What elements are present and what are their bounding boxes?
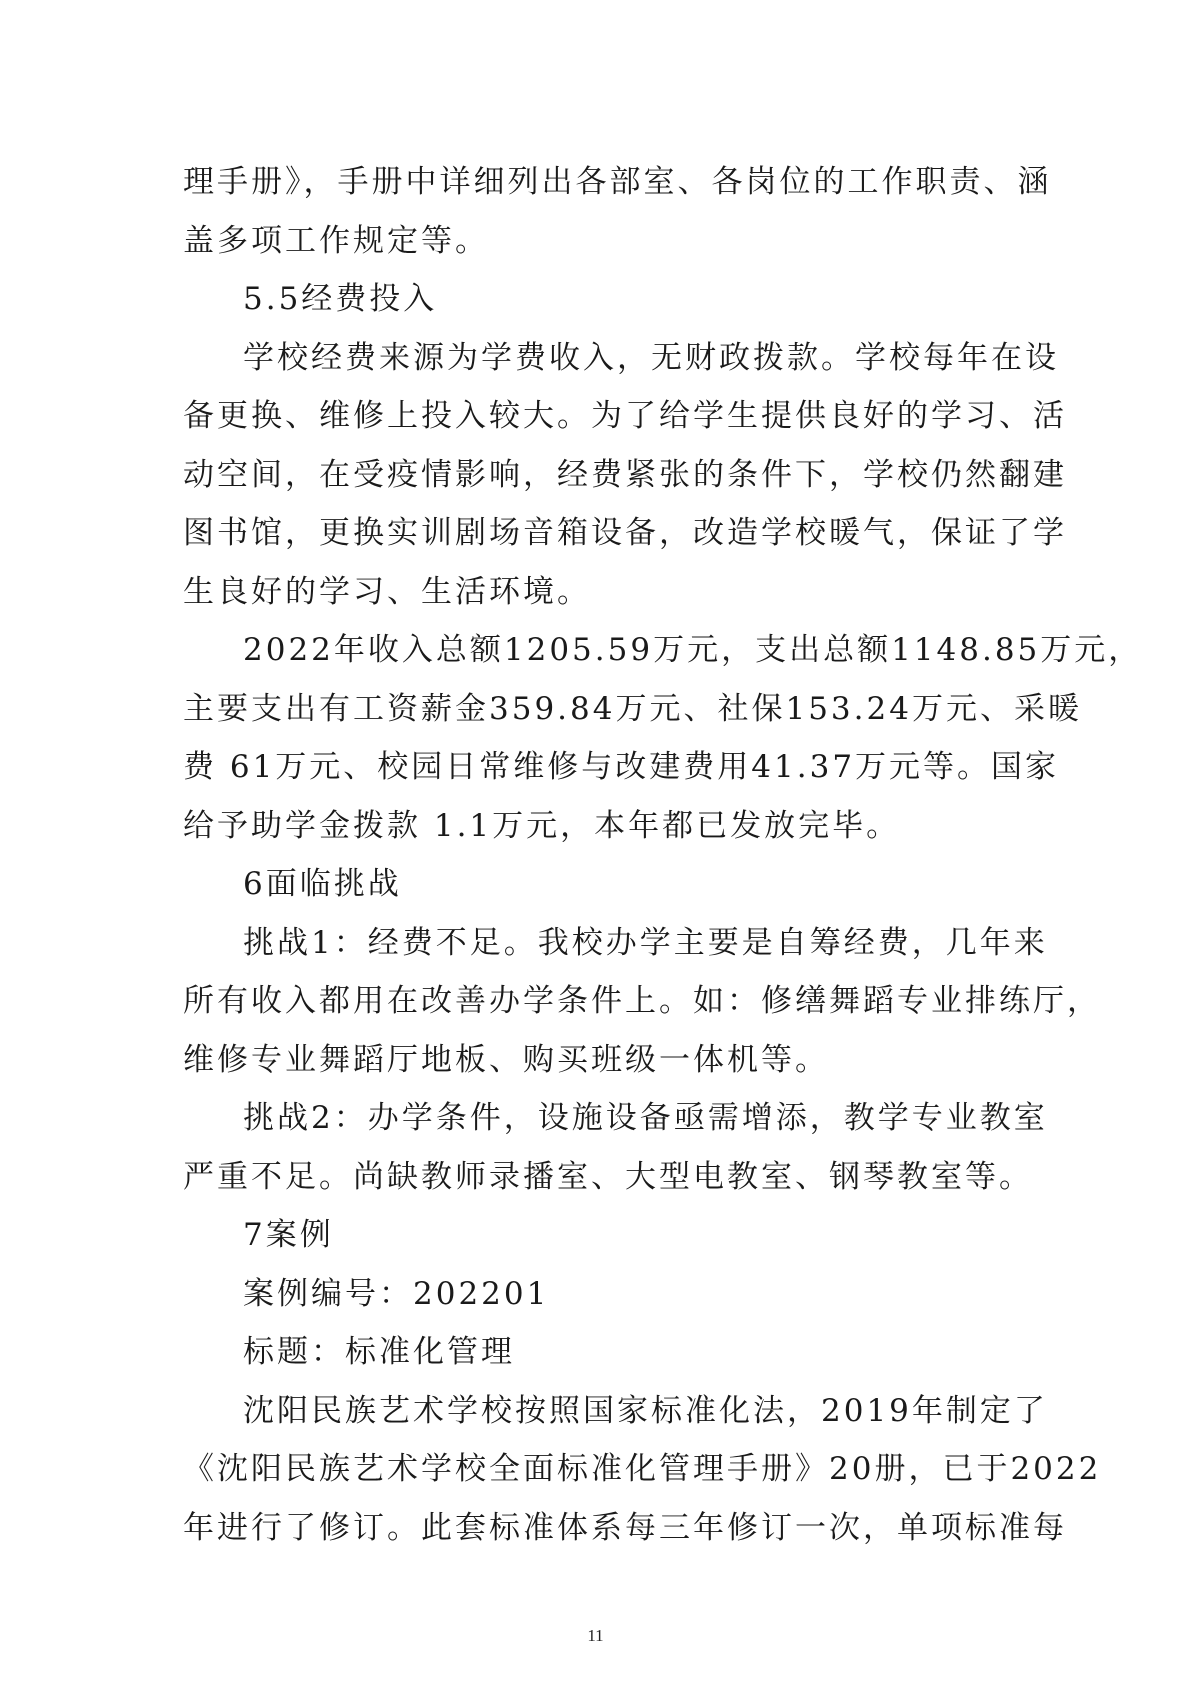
- paragraph-line: 维修专业舞蹈厅地板、购买班级一体机等。: [183, 1041, 829, 1078]
- case-title-line: 标题：标准化管理: [243, 1334, 515, 1370]
- paragraph-line: 盖多项工作规定等。: [183, 222, 489, 259]
- page-number: 11: [587, 1626, 604, 1645]
- paragraph-line: 年进行了修订。此套标准体系每三年修订一次，单项标准每: [183, 1509, 1067, 1546]
- paragraph-line: 学校经费来源为学费收入，无财政拨款。学校每年在设: [243, 339, 1059, 376]
- paragraph-line: 费 61万元、校园日常维修与改建费用41.37万元等。国家: [183, 749, 1060, 785]
- paragraph-line: 给予助学金拨款 1.1万元，本年都已发放完毕。: [183, 807, 901, 844]
- document-body: [183, 153, 1143, 1557]
- section-heading: 7案例: [243, 1217, 334, 1253]
- paragraph-line: 备更换、维修上投入较大。为了给学生提供良好的学习、活: [183, 398, 1067, 434]
- paragraph-line: 生良好的学习、生活环境。: [183, 573, 591, 610]
- paragraph-line: 沈阳民族艺术学校按照国家标准化法，2019年制定了: [243, 1392, 1048, 1429]
- paragraph-line: 《沈阳民族艺术学校全面标准化管理手册》20册，已于2022: [183, 1451, 1102, 1487]
- section-heading: 6面临挑战: [243, 866, 402, 902]
- paragraph-line: 挑战2：办学条件，设施设备亟需增添，教学专业教室: [243, 1100, 1048, 1136]
- paragraph-line: 挑战1：经费不足。我校办学主要是自筹经费，几年来: [243, 924, 1048, 961]
- paragraph-line: 图书馆，更换实训剧场音箱设备，改造学校暖气，保证了学: [183, 515, 1067, 551]
- paragraph-line: 理手册》，手册中详细列出各部室、各岗位的工作职责、涵: [183, 164, 1052, 200]
- paragraph-line: 2022年收入总额1205.59万元，支出总额1148.85万元，: [243, 632, 1143, 668]
- paragraph-line: 所有收入都用在改善办学条件上。如：修缮舞蹈专业排练厅，: [183, 983, 1101, 1019]
- paragraph-line: 主要支出有工资薪金359.84万元、社保153.24万元、采暖: [183, 690, 1082, 727]
- section-heading: 5.5经费投入: [243, 281, 438, 317]
- paragraph-line: 严重不足。尚缺教师录播室、大型电教室、钢琴教室等。: [183, 1158, 1033, 1195]
- case-number-line: 案例编号：202201: [243, 1275, 550, 1312]
- paragraph-line: 动空间，在受疫情影响，经费紧张的条件下，学校仍然翻建: [183, 456, 1067, 493]
